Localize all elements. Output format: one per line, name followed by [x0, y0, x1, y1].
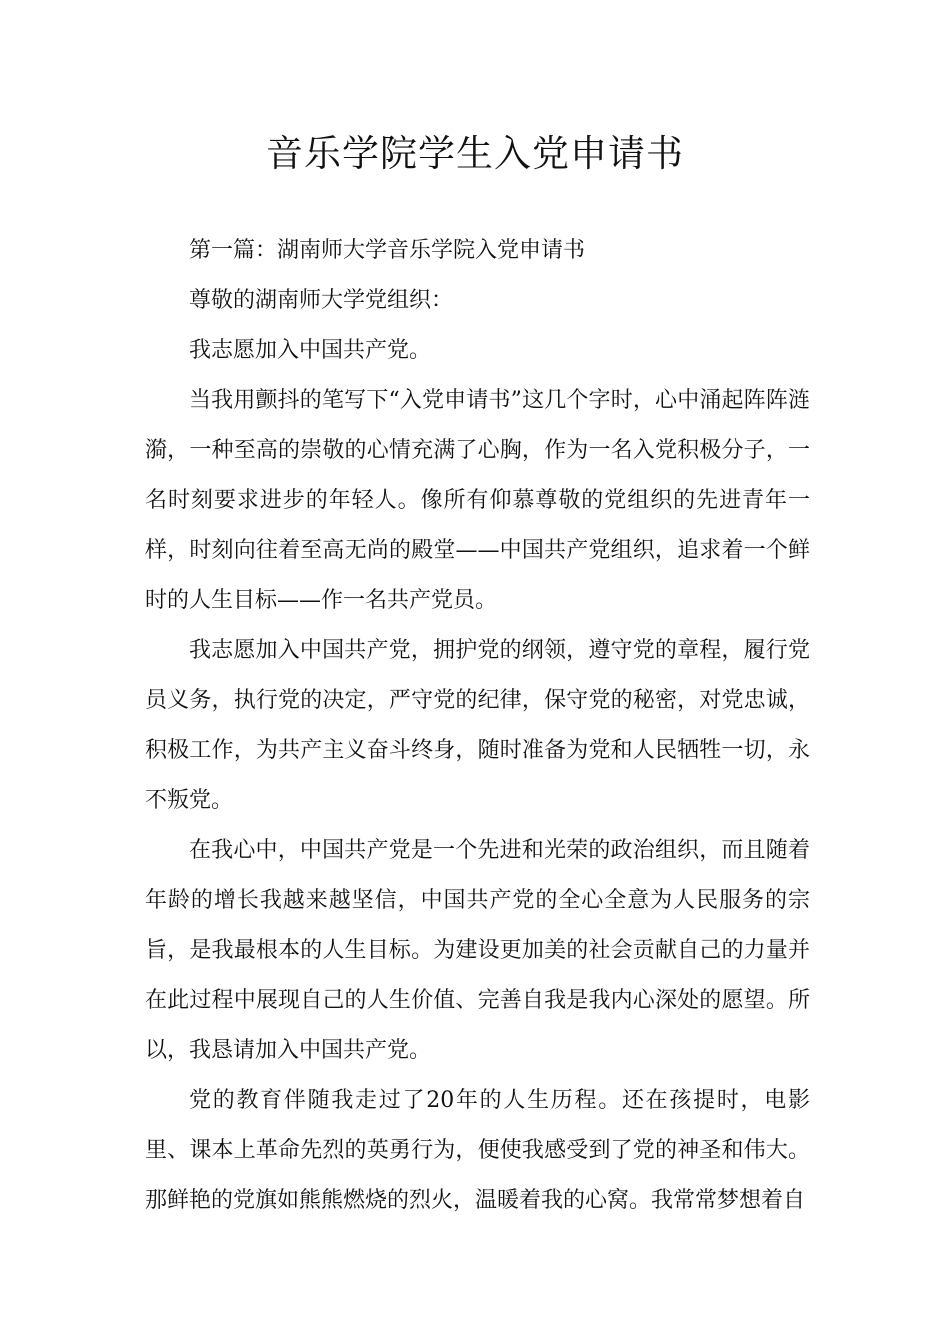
document-body — [145, 226, 810, 1226]
paragraph: 在我心中，中国共产党是一个先进和光荣的政治组织，而且随着年龄的增长我越来越坚信，中国共产党的全心全意为人民服务的宗旨，是我最根本的人生目标。为建设更加美的社会贡献自己的力量并在此过程中展现自己的人生价值、完善自我是我内心深处的愿望。所以，我恳请加入中国共产党。 — [145, 838, 810, 1063]
salutation: 尊敬的湖南师大学党组织： — [189, 288, 454, 313]
paragraph: 我志愿加入中国共产党，拥护党的纲领，遵守党的章程，履行党员义务，执行党的决定，严守党的纪律，保守党的秘密，对党忠诚，积极工作，为共产主义奋斗终身，随时准备为党和人民牺牲一切，永不叛党。 — [145, 638, 810, 813]
document-title: 音乐学院学生入党申请书 — [266, 132, 684, 175]
paragraph: 当我用颤抖的笔写下“入党申请书”这几个字时，心中涌起阵阵涟漪，一种至高的崇敬的心情充满了心胸，作为一名入党积极分子，一名时刻要求进步的年轻人。像所有仰慕尊敬的党组织的先进青年一样，时刻向往着至高无尚的殿堂——中国共产党组织，追求着一个鲜时的人生目标——作一名共产党员。 — [145, 388, 810, 613]
paragraph: 党的教育伴随我走过了20年的人生历程。还在孩提时，电影里、课本上革命先烈的英勇行为，便使我感受到了党的神圣和伟大。那鲜艳的党旗如熊熊燃烧的烈火，温暖着我的心窝。我常常梦想着自 — [145, 1088, 810, 1213]
paragraph: 我志愿加入中国共产党。 — [189, 338, 432, 363]
section-heading: 第一篇：湖南师大学音乐学院入党申请书 — [189, 238, 586, 263]
